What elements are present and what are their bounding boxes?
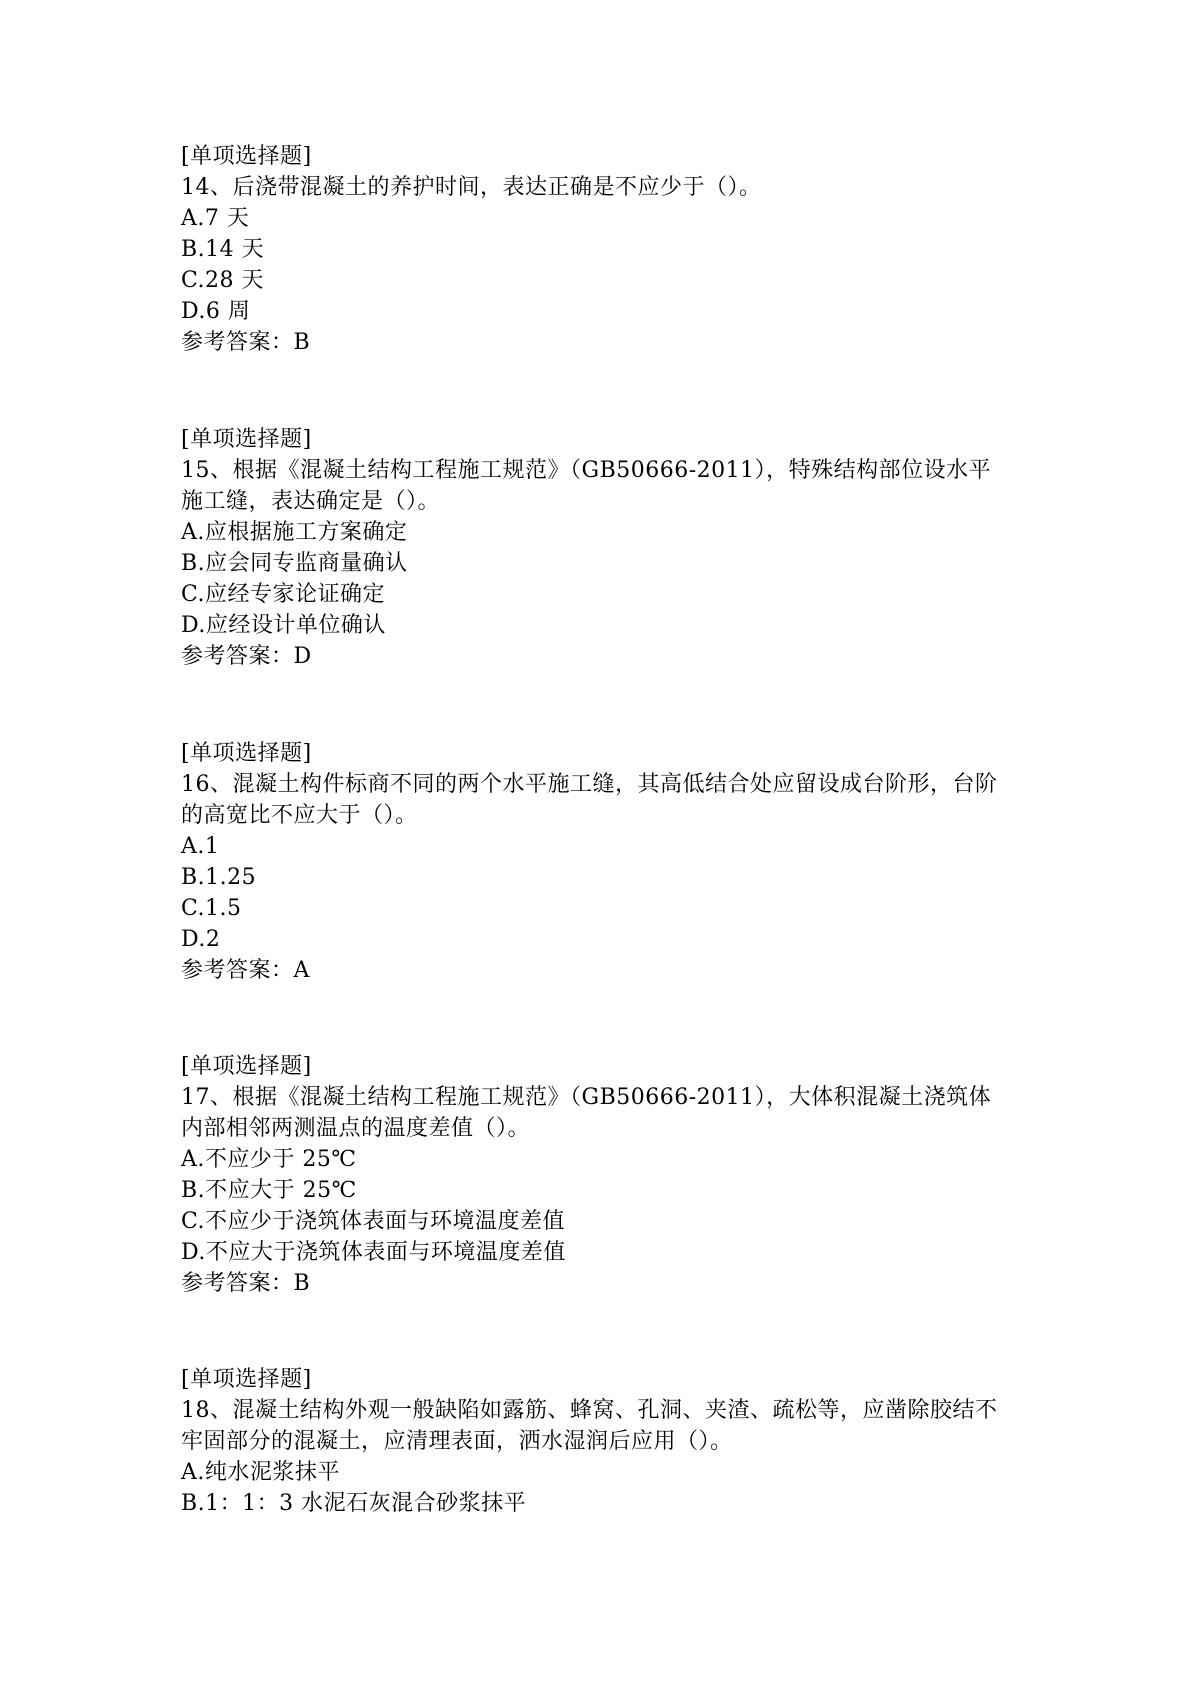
question-type: [单项选择题] — [181, 1367, 312, 1392]
answer: 参考答案：B — [181, 330, 311, 355]
question-type: [单项选择题] — [181, 741, 312, 766]
option-a: A.纯水泥浆抹平 — [181, 1460, 340, 1485]
question-type: [单项选择题] — [181, 1054, 312, 1079]
answer: 参考答案：B — [181, 1271, 311, 1296]
option-d: D.不应大于浇筑体表面与环境温度差值 — [181, 1240, 566, 1265]
option-c: C.28 天 — [181, 268, 265, 293]
option-b: B.应会同专监商量确认 — [181, 551, 408, 576]
question-18 — [181, 1364, 1011, 1519]
question-stem: 14、后浇带混凝土的养护时间，表达正确是不应少于（）。 — [181, 175, 762, 200]
question-14 — [181, 141, 1011, 358]
question-stem: 16、混凝土构件标商不同的两个水平施工缝，其高低结合处应留设成台阶形，台阶的高宽比不应大于（）。 — [181, 772, 998, 828]
option-a: A.应根据施工方案确定 — [181, 520, 408, 545]
answer: 参考答案：D — [181, 644, 312, 669]
option-a: A.1 — [181, 834, 220, 859]
question-type: [单项选择题] — [181, 427, 312, 452]
option-d: D.6 周 — [181, 299, 251, 324]
question-17 — [181, 1051, 1011, 1299]
option-b: B.1：1：3 水泥石灰混合砂浆抹平 — [181, 1491, 527, 1516]
question-type: [单项选择题] — [181, 144, 312, 169]
question-15 — [181, 424, 1011, 672]
option-b: B.14 天 — [181, 237, 265, 262]
question-16 — [181, 738, 1011, 986]
option-d: D.应经设计单位确认 — [181, 613, 386, 638]
option-b: B.1.25 — [181, 865, 257, 890]
answer: 参考答案：A — [181, 958, 310, 983]
question-stem: 17、根据《混凝土结构工程施工规范》（GB50666-2011），大体积混凝土浇筑体内部相邻两测温点的温度差值（）。 — [181, 1085, 992, 1141]
option-a: A.7 天 — [181, 206, 250, 231]
question-stem: 15、根据《混凝土结构工程施工规范》（GB50666-2011），特殊结构部位设水平施工缝，表达确定是（）。 — [181, 458, 992, 514]
question-stem: 18、混凝土结构外观一般缺陷如露筋、蜂窝、孔洞、夹渣、疏松等，应凿除胶结不牢固部分的混凝土，应清理表面，洒水湿润后应用（）。 — [181, 1398, 998, 1454]
option-c: C.不应少于浇筑体表面与环境温度差值 — [181, 1209, 566, 1234]
option-a: A.不应少于 25℃ — [181, 1147, 357, 1172]
option-c: C.应经专家论证确定 — [181, 582, 386, 607]
option-c: C.1.5 — [181, 896, 242, 921]
option-d: D.2 — [181, 927, 221, 952]
option-b: B.不应大于 25℃ — [181, 1178, 357, 1203]
